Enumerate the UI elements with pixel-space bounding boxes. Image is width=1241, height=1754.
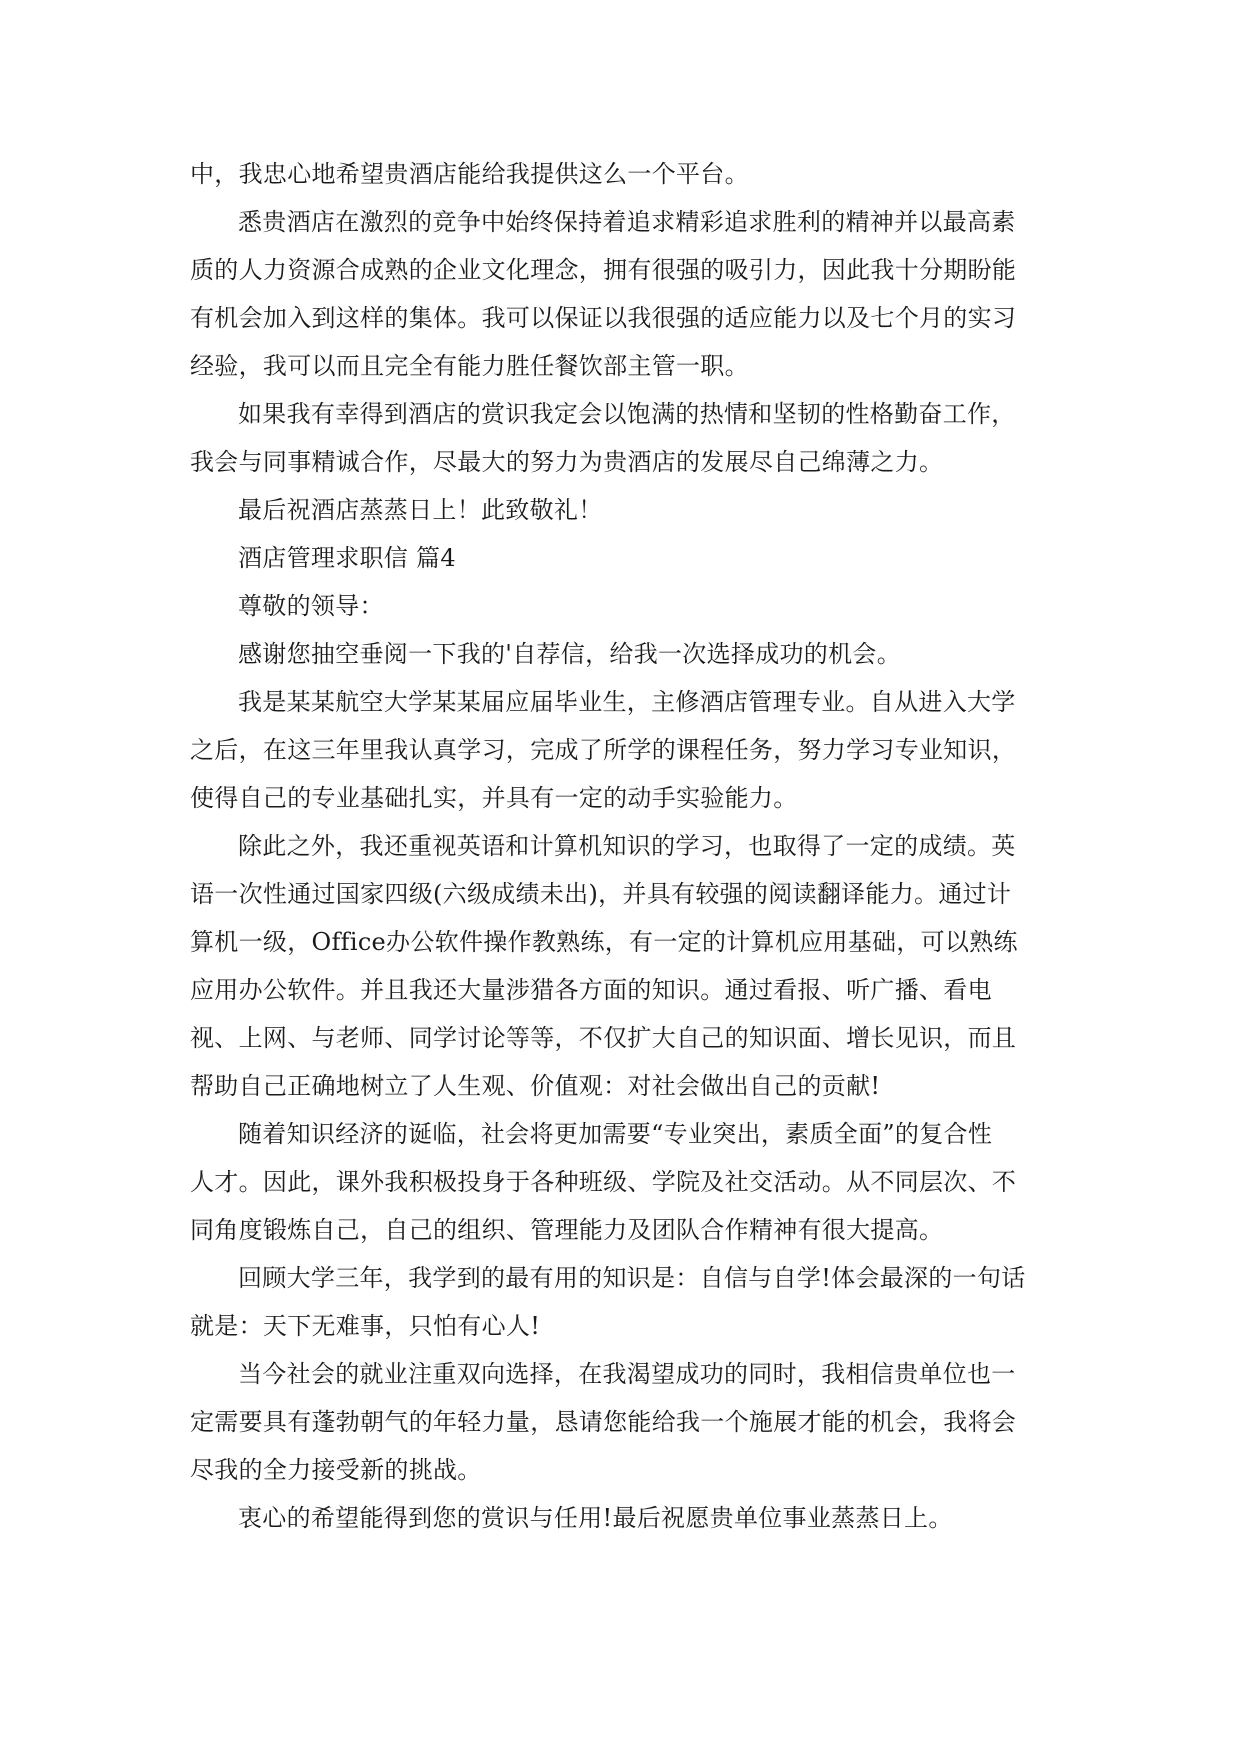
text-line: 就是：天下无难事，只怕有心人! bbox=[190, 1312, 541, 1340]
paragraph bbox=[190, 1494, 1060, 1542]
paragraph bbox=[190, 822, 1060, 1110]
text-line: 酒店管理求职信 篇4 bbox=[238, 544, 456, 572]
text-line: 如果我有幸得到酒店的赏识我定会以饱满的热情和坚韧的性格勤奋工作， bbox=[238, 400, 1016, 428]
paragraph bbox=[190, 1254, 1060, 1350]
text-line: 尊敬的领导： bbox=[238, 592, 384, 620]
text-line: 应用办公软件。并且我还大量涉猎各方面的知识。通过看报、听广播、看电 bbox=[190, 976, 992, 1004]
text-line: 质的人力资源合成熟的企业文化理念，拥有很强的吸引力，因此我十分期盼能 bbox=[190, 256, 1017, 284]
text-line: 尽我的全力接受新的挑战。 bbox=[190, 1456, 482, 1484]
text-line: 算机一级，Office办公软件操作教熟练，有一定的计算机应用基础，可以熟练 bbox=[190, 928, 1018, 956]
text-line: 定需要具有蓬勃朝气的年轻力量，恳请您能给我一个施展才能的机会，我将会 bbox=[190, 1408, 1017, 1436]
text-line: 感谢您抽空垂阅一下我的'自荐信，给我一次选择成功的机会。 bbox=[238, 640, 901, 668]
text-line: 悉贵酒店在激烈的竞争中始终保持着追求精彩追求胜利的精神并以最高素 bbox=[238, 208, 1016, 236]
text-line: 视、上网、与老师、同学讨论等等，不仅扩大自己的知识面、增长见识，而且 bbox=[190, 1024, 1017, 1052]
text-line: 之后，在这三年里我认真学习，完成了所学的课程任务，努力学习专业知识， bbox=[190, 736, 1017, 764]
paragraph bbox=[190, 390, 1060, 486]
text-line: 衷心的希望能得到您的赏识与任用!最后祝愿贵单位事业蒸蒸日上。 bbox=[238, 1504, 953, 1532]
text-line: 有机会加入到这样的集体。我可以保证以我很强的适应能力以及七个月的实习 bbox=[190, 304, 1017, 332]
text-line: 使得自己的专业基础扎实，并具有一定的动手实验能力。 bbox=[190, 784, 798, 812]
text-line: 同角度锻炼自己，自己的组织、管理能力及团队合作精神有很大提高。 bbox=[190, 1216, 944, 1244]
paragraph bbox=[190, 534, 1060, 582]
paragraph bbox=[190, 1110, 1060, 1254]
paragraph bbox=[190, 486, 1060, 534]
paragraph bbox=[190, 630, 1060, 678]
text-line: 帮助自己正确地树立了人生观、价值观：对社会做出自己的贡献! bbox=[190, 1072, 881, 1100]
paragraph bbox=[190, 678, 1060, 822]
text-line: 回顾大学三年，我学到的最有用的知识是：自信与自学!体会最深的一句话 bbox=[238, 1264, 1026, 1292]
text-line: 除此之外，我还重视英语和计算机知识的学习，也取得了一定的成绩。英 bbox=[238, 832, 1016, 860]
text-line: 经验，我可以而且完全有能力胜任餐饮部主管一职。 bbox=[190, 352, 749, 380]
text-line: 语一次性通过国家四级(六级成绩未出)，并具有较强的阅读翻译能力。通过计 bbox=[190, 880, 1012, 908]
paragraph bbox=[190, 150, 1060, 198]
text-line: 我会与同事精诚合作，尽最大的努力为贵酒店的发展尽自己绵薄之力。 bbox=[190, 448, 944, 476]
paragraph bbox=[190, 1350, 1060, 1494]
text-line: 中，我忠心地希望贵酒店能给我提供这么一个平台。 bbox=[190, 160, 749, 188]
text-line: 最后祝酒店蒸蒸日上！此致敬礼！ bbox=[238, 496, 603, 524]
text-line: 随着知识经济的诞临，社会将更加需要“专业突出，素质全面”的复合性 bbox=[238, 1120, 993, 1148]
text-line: 人才。因此，课外我积极投身于各种班级、学院及社交活动。从不同层次、不 bbox=[190, 1168, 1017, 1196]
paragraph bbox=[190, 582, 1060, 630]
text-line: 我是某某航空大学某某届应届毕业生，主修酒店管理专业。自从进入大学 bbox=[238, 688, 1016, 716]
paragraph bbox=[190, 198, 1060, 390]
document-body bbox=[190, 150, 1060, 1542]
text-line: 当今社会的就业注重双向选择，在我渴望成功的同时，我相信贵单位也一 bbox=[238, 1360, 1016, 1388]
